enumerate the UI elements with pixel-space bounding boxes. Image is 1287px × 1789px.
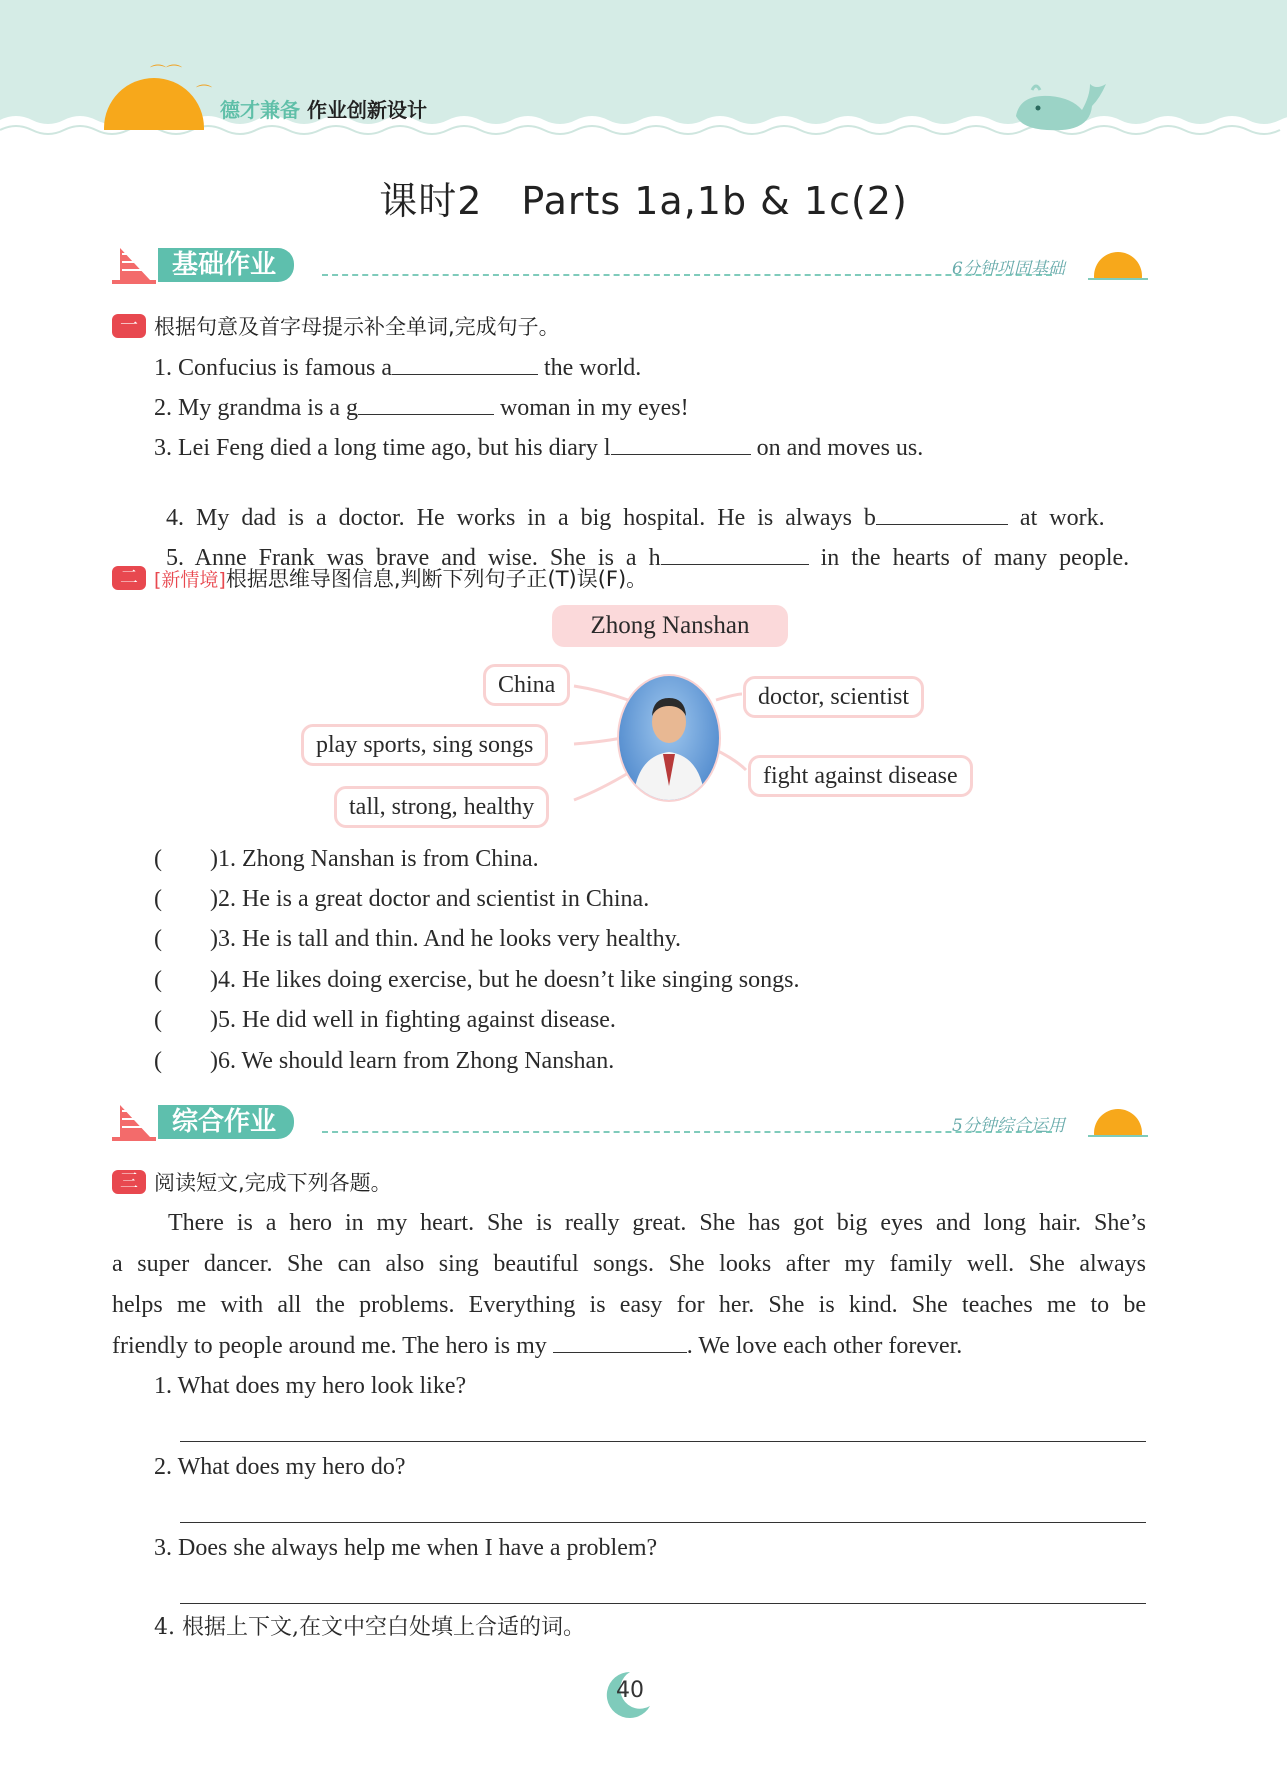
passage-blank[interactable]: [553, 1328, 687, 1353]
tf-item: ( )3. He is tall and thin. And he looks very healthy.: [154, 926, 682, 952]
brand-part-2: 作业创新设计: [306, 98, 427, 122]
section-banner-basic: [112, 244, 1148, 288]
whale-icon: [1010, 76, 1110, 136]
passage-text: friendly to people around me. The hero is my: [112, 1333, 547, 1359]
answer-line[interactable]: [180, 1522, 1146, 1523]
tf-item: ( )1. Zhong Nanshan is from China.: [154, 846, 539, 872]
item-text: woman in my eyes!: [493, 395, 689, 421]
person-icon: [619, 676, 719, 800]
portrait-photo: [617, 674, 721, 802]
item-text: 2. My grandma is a g: [154, 395, 358, 421]
passage-line: helps me with all the problems. Everything is easy for her. She is kind. She teaches me to be: [112, 1292, 1146, 1318]
question-number: 三: [112, 1170, 146, 1194]
item-text: 1. Confucius is famous a: [154, 355, 392, 381]
header-brand: [220, 94, 427, 123]
passage-line: There is a hero in my heart. She is really great. She has got big eyes and long hair. She’s: [168, 1210, 1146, 1236]
item-text: 3. Lei Feng died a long time ago, but his diary l: [154, 435, 611, 461]
section-banner-comprehensive: [112, 1101, 1148, 1145]
fill-item: [154, 350, 641, 383]
sun-icon: [1094, 252, 1142, 278]
reading-question: 2. What does my hero do?: [154, 1454, 406, 1480]
question-instruction: 阅读短文,完成下列各题。: [154, 1171, 392, 1195]
question-number: 二: [112, 566, 146, 590]
bird-icon: ⌒: [196, 83, 213, 102]
tf-item: ( )2. He is a great doctor and scientist in China.: [154, 886, 650, 912]
reading-question: 1. What does my hero look like?: [154, 1373, 467, 1399]
section-time-note: 6分钟巩固基础: [952, 259, 1065, 279]
tf-item: ( )6. We should learn from Zhong Nanshan.: [154, 1048, 615, 1074]
sun-icon: [104, 78, 204, 130]
passage-line: a super dancer. She can also sing beautiful songs. She looks after my family well. She always: [112, 1251, 1146, 1277]
dashed-divider: [322, 1131, 1052, 1133]
tf-item: ( )4. He likes doing exercise, but he doesn’t like singing songs.: [154, 967, 800, 993]
item-text: in the hearts of many people.: [808, 545, 1130, 571]
sailboat-icon: [112, 1101, 156, 1145]
item-text: 5. Anne Frank was brave and wise. She is a h: [166, 545, 661, 571]
new-context-tag: [新情境]: [154, 569, 226, 591]
question-instruction-row: [154, 563, 647, 593]
mind-map-node: fight against disease: [748, 755, 973, 797]
passage-line-last: [112, 1326, 1146, 1367]
section-label: 综合作业: [158, 1105, 294, 1139]
item-text: 4. My dad is a doctor. He works in a big hospital. He is always b: [166, 505, 876, 531]
mind-map-center: Zhong Nanshan: [552, 605, 788, 647]
reading-passage: [112, 1203, 1146, 1367]
item-text: at work.: [1007, 505, 1105, 531]
reading-question: 4. 根据上下文,在文中空白处填上合适的词。: [154, 1615, 585, 1640]
answer-line[interactable]: [180, 1441, 1146, 1442]
answer-blank[interactable]: [611, 430, 751, 455]
brand-part-1: 德才兼备: [220, 98, 300, 122]
sailboat-icon: [112, 244, 156, 288]
sun-icon: [1094, 1109, 1142, 1135]
section-time-note: 5分钟综合运用: [952, 1116, 1065, 1136]
lesson-title: 课时2 Parts 1a,1b & 1c(2): [379, 179, 908, 223]
horizon-line: [1088, 278, 1148, 280]
dashed-divider: [322, 274, 1052, 276]
mind-map-node: doctor, scientist: [743, 676, 924, 718]
item-text: the world.: [537, 355, 642, 381]
bird-icon: ⌒⌒: [150, 63, 183, 82]
section-label: 基础作业: [158, 248, 294, 282]
reading-question: 3. Does she always help me when I have a problem?: [154, 1535, 658, 1561]
passage-text: . We love each other forever.: [686, 1333, 963, 1359]
item-text: on and moves us.: [750, 435, 924, 461]
answer-blank[interactable]: [661, 540, 809, 565]
tf-item: ( )5. He did well in fighting against disease.: [154, 1007, 616, 1033]
mind-map-node: tall, strong, healthy: [334, 786, 549, 828]
answer-line[interactable]: [180, 1603, 1146, 1604]
answer-blank[interactable]: [392, 350, 538, 375]
question-instruction: 根据思维导图信息,判断下列句子正(T)误(F)。: [225, 567, 648, 591]
question-number: 一: [112, 314, 146, 338]
mind-map-node: play sports, sing songs: [301, 724, 548, 766]
page-number: 40: [616, 1678, 644, 1703]
mind-map-node: China: [483, 664, 570, 706]
question-instruction: 根据句意及首字母提示补全单词,完成句子。: [154, 315, 560, 339]
horizon-line: [1088, 1135, 1148, 1137]
answer-blank[interactable]: [358, 390, 494, 415]
fill-item: [154, 390, 689, 423]
fill-item: [154, 430, 923, 463]
